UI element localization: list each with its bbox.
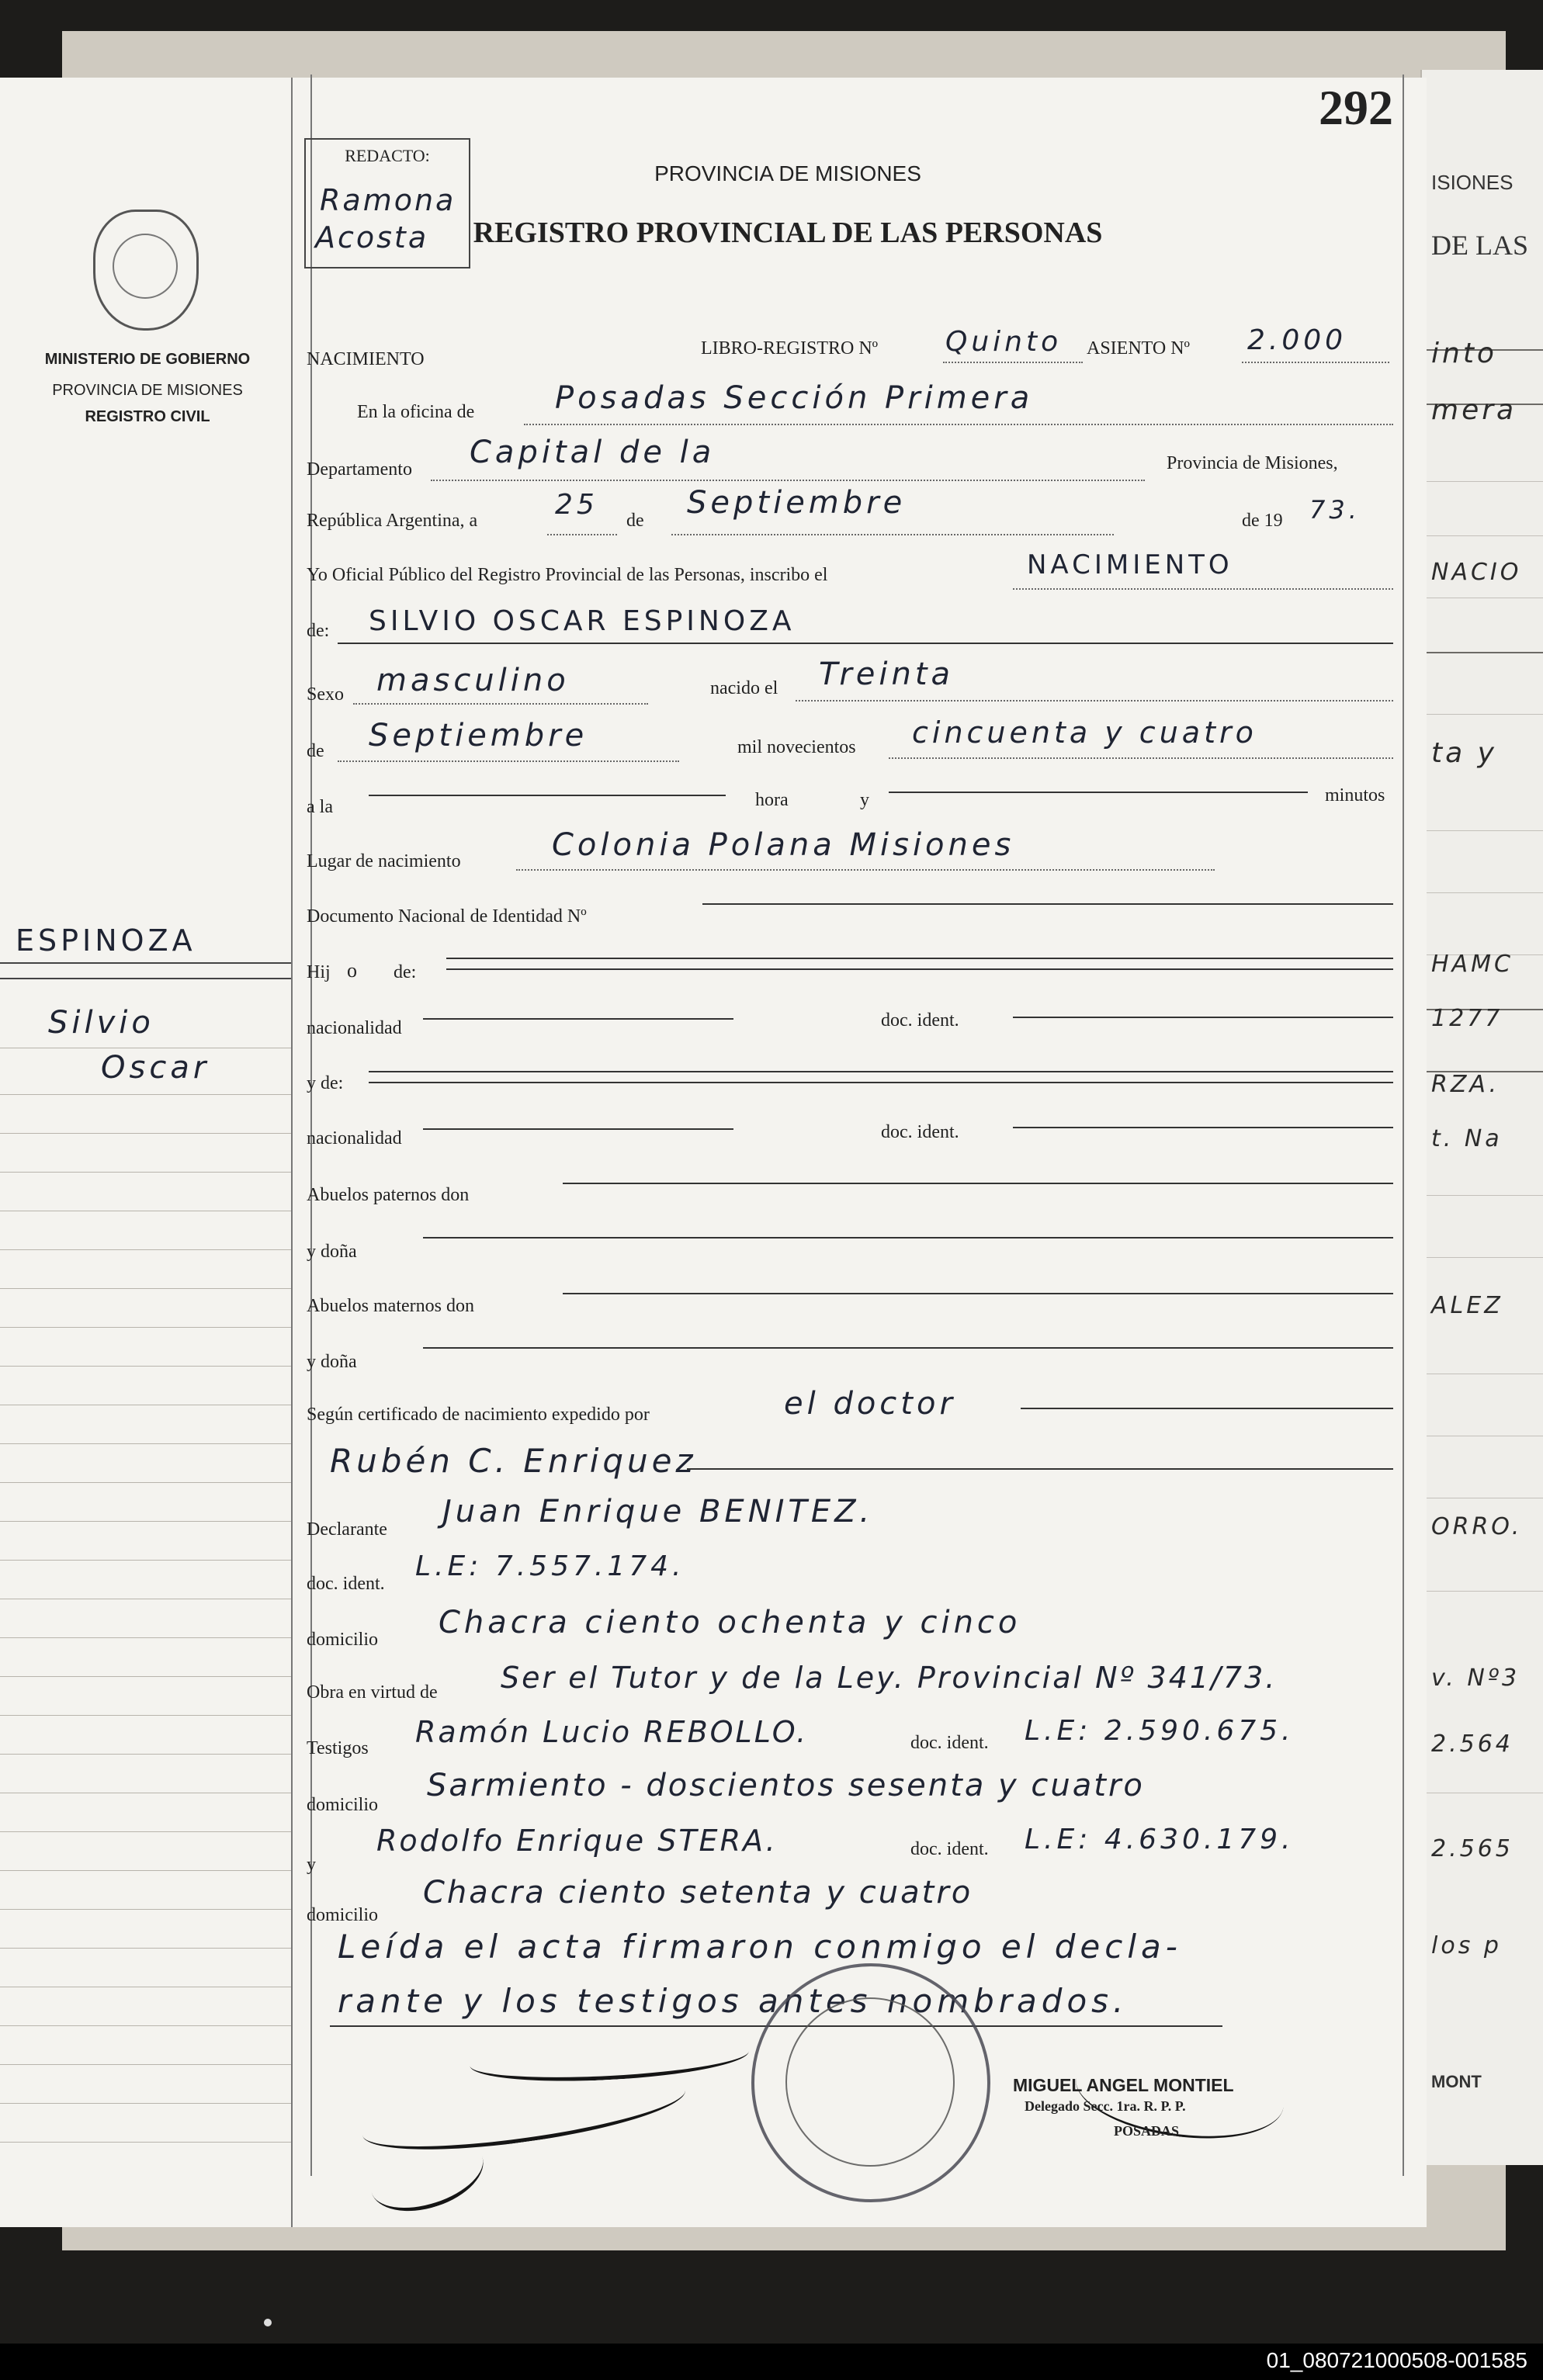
oficina-label: En la oficina de [357,402,475,422]
departamento-value: Capital de la [470,435,716,470]
official-round-stamp [751,1963,990,2202]
persona-value: SILVIO OSCAR ESPINOZA [369,605,796,637]
hijo-label: Hij [307,962,331,982]
adjacent-handwriting: los p [1431,1932,1502,1959]
ydona-label: y doña [307,1242,357,1262]
adjacent-handwriting: 2.565 [1431,1835,1514,1862]
domicilio3-label: domicilio [307,1905,378,1925]
leida-line1: Leída el acta firmaron conmigo el decla- [338,1928,1182,1966]
republica-label: República Argentina, a [307,511,478,531]
mil-label: mil novecientos [737,737,856,757]
nacido-label: nacido el [710,678,778,698]
ydona2-label: y doña [307,1352,357,1372]
redacto-name2: Acosta [315,220,429,255]
anio-label: de 19 [1242,511,1283,531]
hora-label: hora [755,790,789,810]
abuelos-maternos-label: Abuelos maternos don [307,1296,474,1316]
anio2-value: cincuenta y cuatro [912,715,1257,750]
adjacent-handwriting: ta y [1431,737,1497,769]
testigo1-value: Ramón Lucio REBOLLO. [415,1715,809,1749]
segun-label: Según certificado de nacimiento expedido por [307,1405,650,1425]
adjacent-handwriting: 1277 [1431,1005,1503,1032]
page-number: 292 [1319,80,1393,135]
asiento-value: 2.000 [1247,324,1347,356]
left-margin [0,78,293,2227]
official-name: MIGUEL ANGEL MONTIEL [1013,2075,1234,2095]
adjacent-handwriting: NACIO [1431,559,1522,586]
redacto-label: REDACTO: [345,146,430,165]
official-role: Delegado Secc. 1ra. R. P. P. [1025,2098,1186,2114]
de2-label: de [307,741,324,761]
domicilio-value: Chacra ciento ochenta y cinco [439,1605,1021,1640]
anio-value: 73. [1309,495,1361,525]
testigo2-value: Rodolfo Enrique STERA. [376,1824,778,1858]
ministry-line2: PROVINCIA DE MISIONES [52,382,243,399]
docident-label: doc. ident. [881,1010,959,1031]
dia-value: 25 [555,489,598,521]
inscribo-value: NACIMIENTO [1027,549,1233,580]
adjacent-handwriting: v. Nº3 [1431,1665,1520,1692]
docident4-label: doc. ident. [910,1733,989,1753]
register-page [0,78,1427,2227]
mes2-value: Septiembre [369,718,588,753]
image-caption: 01_080721000508-001585 [1266,2348,1527,2372]
segun-value: el doctor [784,1386,956,1422]
y-label: y [860,790,869,810]
oficina-value: Posadas Sección Primera [555,380,1034,416]
paper-speck [264,2319,272,2326]
docident2-label: doc. ident. [881,1122,959,1142]
domicilio3-value: Chacra ciento setenta y cuatro [423,1875,973,1911]
leida-line2: rante y los testigos antes nombrados. [338,1982,1129,2020]
testigos-label: Testigos [307,1738,369,1758]
de-colon-label: de: [307,621,330,641]
dni-label: Documento Nacional de Identidad Nº [307,906,587,927]
docident5-label: doc. ident. [910,1839,989,1859]
margin-name2: Oscar [101,1050,210,1086]
y2-label: y [307,1855,316,1875]
adjacent-text: MONT [1431,2072,1482,2091]
testigo2-doc: L.E: 4.630.179. [1025,1824,1295,1855]
adjacent-handwriting: HAMC [1431,951,1514,978]
adjacent-text: ISIONES [1431,171,1514,194]
departamento-label: Departamento [307,459,412,480]
adjacent-page [1420,70,1543,2165]
adjacent-handwriting: into [1431,338,1497,369]
declarante-doc: L.E: 7.557.174. [415,1550,685,1582]
declarante-label: Declarante [307,1519,387,1540]
nacionalidad-label: nacionalidad [307,1018,402,1038]
doctor-value: Rubén C. Enriquez [330,1442,697,1480]
oficial-text: Yo Oficial Público del Registro Provincial de las Personas, inscribo el [307,565,828,585]
libro-value: Quinto [945,326,1063,358]
provincia-suffix: Provincia de Misiones, [1167,453,1338,473]
adjacent-handwriting: ORRO. [1431,1513,1523,1540]
adjacent-text: DE LAS [1431,230,1528,261]
ala-label: a la [307,797,333,817]
lugar-label: Lugar de nacimiento [307,851,461,871]
adjacent-handwriting: 2.564 [1431,1730,1514,1758]
adjacent-handwriting: ALEZ [1431,1292,1503,1319]
declarante-value: Juan Enrique BENITEZ. [442,1494,874,1530]
docident3-label: doc. ident. [307,1574,385,1594]
header-province: PROVINCIA DE MISIONES [654,161,921,185]
margin-name1: Silvio [48,1005,154,1041]
adjacent-handwriting: t. Na [1431,1125,1503,1152]
de-label: de [626,511,644,531]
ministry-line3: REGISTRO CIVIL [85,408,210,425]
ministry-line1: MINISTERIO DE GOBIERNO [44,351,251,368]
minutos-label: minutos [1325,785,1385,805]
testigo1-doc: L.E: 2.590.675. [1025,1715,1295,1747]
sexo-label: Sexo [307,684,344,705]
asiento-label: ASIENTO Nº [1087,338,1190,359]
redacto-name1: Ramona [320,183,456,217]
obra-label: Obra en virtud de [307,1682,438,1703]
lugar-value: Colonia Polana Misiones [552,827,1015,863]
registration-form [291,78,1399,2227]
domicilio2-value: Sarmiento - doscientos sesenta y cuatro [427,1768,1145,1803]
domicilio2-label: domicilio [307,1795,378,1815]
coat-of-arms-emblem [93,210,199,331]
mes-value: Septiembre [687,485,907,521]
yde-label: y de: [307,1073,344,1093]
hijo-suffix: o [347,959,357,982]
nacido-value: Treinta [819,656,955,692]
de3-label: de: [394,962,417,982]
nacionalidad2-label: nacionalidad [307,1128,402,1148]
sexo-value: masculino [376,663,570,698]
domicilio-label: domicilio [307,1630,378,1650]
nacimiento-label: NACIMIENTO [307,349,425,369]
header-title: REGISTRO PROVINCIAL DE LAS PERSONAS [473,217,1103,249]
adjacent-handwriting: mera [1431,394,1517,426]
adjacent-handwriting: RZA. [1431,1071,1500,1098]
official-city: POSADAS [1114,2123,1180,2139]
margin-surname: ESPINOZA [16,923,196,958]
obra-value: Ser el Tutor y de la Ley. Provincial Nº 341/73. [501,1661,1278,1695]
abuelos-paternos-label: Abuelos paternos don [307,1185,470,1205]
libro-label: LIBRO-REGISTRO Nº [701,338,879,359]
